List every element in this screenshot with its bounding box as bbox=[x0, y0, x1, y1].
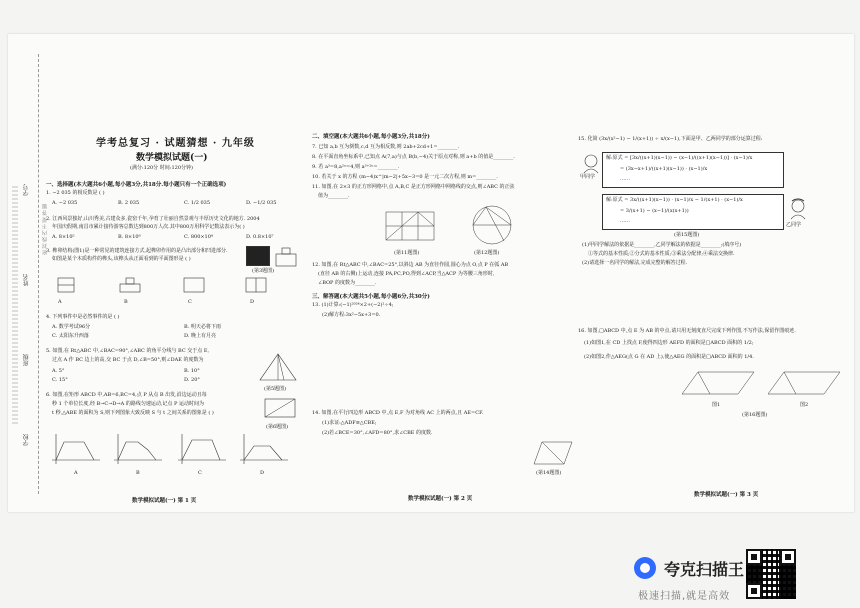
seal-text: 密 封 线 内 不 要 答 题 bbox=[42, 204, 48, 256]
scanner-app-title: 夸克扫描王 bbox=[664, 560, 745, 579]
question-9: 9. 若 a³=8,a²ⁿ=4,则 a³⁺²ⁿ=________. bbox=[312, 164, 400, 170]
question-15-choices: ①等式的基本性质;②分式的基本性质;③乘法分配律;④乘法交换律. bbox=[588, 251, 735, 257]
binding-label-class: 班级 bbox=[23, 354, 30, 366]
question-13-part-2: (2)解方程:3x²−5x+3=0. bbox=[322, 312, 381, 318]
figure-16-2 bbox=[764, 368, 844, 400]
question-15-part-1: (1)甲同学解法的依据是________,乙同学解法的依据是________;(填序号) bbox=[582, 242, 742, 248]
question-16-part-2: (2)如图2,作△AEG(点 G 在 AD 上),使△AEG 的面积是□ABCD 面积的 1/4. bbox=[584, 354, 754, 360]
q3-option-d: D bbox=[250, 299, 255, 305]
student-b-icon bbox=[788, 198, 808, 220]
q2-option-b: B. 8×10⁶ bbox=[118, 234, 141, 240]
figure-5-caption: (第5题图) bbox=[264, 386, 287, 392]
figure-11-caption: (第11题图) bbox=[394, 250, 420, 256]
question-16-part-1: (1)如图1,在 CD 上找点 F,使得四边形 AEFD 的面积是□ABCD 面积的 1/2; bbox=[584, 340, 754, 346]
q5-option-a: A. 5° bbox=[52, 368, 65, 374]
question-15-stem: 15. 化简 (3x/(x²−1) − 1/(x+1)) ÷ x/(x−1),下面是甲、乙两同学的部分运算过程: bbox=[578, 136, 763, 142]
page-2-footer: 数学模拟试题(一) 第 2 页 bbox=[408, 496, 473, 502]
figure-15-caption: (第15题图) bbox=[674, 232, 700, 238]
q6-option-graphs bbox=[48, 430, 298, 470]
student-a-label: 甲同学 bbox=[580, 174, 596, 180]
question-6-line-2: 秒 1 个单位长度,经 B→C→D→A 的路线匀速运动,记点 P 运动时间为 bbox=[52, 401, 204, 407]
binding-label-name: 姓名 bbox=[23, 274, 30, 286]
binding-label-school: 学校 bbox=[23, 434, 30, 446]
exam-meta: (满分:120分 时间:120分钟) bbox=[130, 165, 193, 171]
exam-paper bbox=[8, 34, 854, 512]
q4-option-a: A. 数学考试96分 bbox=[52, 324, 91, 330]
exam-header: 学考总复习 · 试题猜想 · 九年级 bbox=[96, 138, 255, 149]
q6-option-c: C bbox=[198, 470, 202, 476]
section-3-heading: 三、解答题(本大题共5小题,每小题6分,共30分) bbox=[312, 294, 430, 300]
section-1-heading: 一、选择题(本大题共6小题,每小题3分,共18分.每小题只有一个正确选项) bbox=[46, 182, 227, 188]
q1-option-d: D. −1/2 035 bbox=[246, 200, 277, 206]
q3-option-a: A bbox=[58, 299, 62, 305]
question-11-line-1: 11. 如图,在 2×3 的正方形网格中,点 A,B,C 是正方形网格中网格线的交点,则∠ABC 的正弦 bbox=[312, 184, 515, 190]
question-15-part-2: (2)请选择一名同学的解法,完成完整的解答过程. bbox=[582, 260, 688, 266]
question-1: 1. −2 035 的相反数是 ( ) bbox=[46, 190, 105, 196]
solution-a-line-3: …… bbox=[620, 176, 630, 182]
qr-code-icon[interactable] bbox=[746, 549, 796, 599]
question-10: 10. 若关于 x 的方程 (m−4)x^|m−2|+5x−3=0 是一元二次方程,则 m=________. bbox=[312, 174, 498, 180]
solution-a-line-2: = (3x−x+1)/((x+1)(x−1)) · (x−1)/x bbox=[620, 166, 708, 172]
question-12-line-2: (直径 AB 的右侧)上运动,连接 PA,PC,PO,得到∠ACP,当△ACP 为等腰三角形时, bbox=[318, 271, 495, 277]
solution-b-line-2: = 3/(x+1) − (x−1)/(x(x+1)) bbox=[620, 208, 689, 214]
q4-option-b: B. 明天必将下雨 bbox=[184, 324, 221, 330]
question-3-line-2: 如图是某个木质构件的榫头,该榫头从正面看到的平面图形是 ( ) bbox=[52, 256, 191, 262]
seal-line bbox=[38, 54, 39, 494]
q2-option-d: D. 0.8×10⁷ bbox=[246, 234, 274, 240]
solution-b-line-1: 解:原式 = 3x/((x+1)(x−1)) · (x−1)/x − 1/(x+1) · (x−1)/x bbox=[606, 197, 743, 203]
q6-option-a: A bbox=[74, 470, 78, 476]
binding-label-id: 学号 bbox=[23, 184, 30, 196]
q2-option-c: C. 800×10⁴ bbox=[184, 234, 213, 240]
question-12-line-1: 12. 如图,在 Rt△ABC 中,∠BAC=25°,以斜边 AB 为直径作圆,圆心为点 O,点 P 在弧 AB bbox=[312, 262, 509, 268]
question-6-line-3: t 秒,△ABE 的面积为 S,则下列图象大致反映 S 与 t 之间关系的图象是 ( ) bbox=[52, 410, 214, 416]
page-2 bbox=[312, 34, 574, 512]
figure-14-caption: (第14题图) bbox=[536, 470, 562, 476]
figure-5-triangle bbox=[258, 352, 298, 386]
question-4: 4. 下列事件中是必然事件的是 ( ) bbox=[46, 314, 120, 320]
page-3-footer: 数学模拟试题(一) 第 3 页 bbox=[694, 492, 759, 498]
figure-6-rectangle bbox=[262, 396, 300, 422]
scanner-watermark bbox=[630, 555, 855, 605]
q4-option-c: C. 太阳东升西落 bbox=[52, 333, 89, 339]
question-12-line-3: ∠BOP 的度数为________. bbox=[318, 280, 377, 286]
scanner-app-subtitle: 极速扫描,就是高效 bbox=[638, 591, 731, 602]
figure-11-grid bbox=[382, 206, 442, 246]
q3-option-shapes bbox=[54, 274, 274, 300]
question-11-line-2: 值为________. bbox=[318, 193, 350, 199]
question-2-line-2: 年国庆假期,南昌市累计接待游客总数达到800万人次.其中800万用科学记数法表示为( ) bbox=[52, 224, 245, 230]
solution-b-line-3: …… bbox=[620, 218, 630, 224]
q1-option-c: C. 1/2 035 bbox=[184, 200, 211, 206]
section-2-heading: 二、填空题(本大题共6小题,每小题3分,共18分) bbox=[312, 134, 430, 140]
question-14-line-1: 14. 如图,在平行四边形 ABCD 中,点 E,F 为对角线 AC 上的两点,且 AE=CF. bbox=[312, 410, 484, 416]
page-3 bbox=[578, 34, 848, 512]
q6-option-b: B bbox=[136, 470, 140, 476]
q4-option-d: D. 晚上有月亮 bbox=[184, 333, 217, 339]
question-14-part-2: (2)若∠BCE=30°,∠AFD=80°,求∠CBE 的度数. bbox=[322, 430, 433, 436]
exam-title: 数学模拟试题(一) bbox=[136, 153, 208, 163]
question-2-line-1: 2. 江西风景独好,山川秀美,古建众多,瓷窑千年,孕育了壮丽自然景观与丰厚历史文化的地方. 2004 bbox=[46, 216, 260, 222]
figure-16-caption: (第16题图) bbox=[742, 412, 768, 418]
figure-16-1-label: 图1 bbox=[712, 402, 721, 408]
tenon-figure bbox=[274, 246, 300, 268]
question-7: 7. 已知 a,b 互为倒数,c,d 互为相反数,则 2ab+2cd+1=________. bbox=[312, 144, 460, 150]
scanner-logo-icon bbox=[634, 557, 656, 579]
q5-option-d: D. 20° bbox=[184, 377, 200, 383]
question-14-part-1: (1)求证:△ADF≌△CBE; bbox=[322, 420, 377, 426]
figure-6-caption: (第6题图) bbox=[266, 424, 289, 430]
question-5-line-2: 过点 A 作 BC 边上的高,交 BC 于点 D,∠B=50°,则∠DAE 的度数为 bbox=[52, 357, 204, 363]
q5-option-b: B. 10° bbox=[184, 368, 200, 374]
student-b-label: 乙同学 bbox=[786, 222, 802, 228]
figure-12-circle bbox=[468, 202, 518, 248]
page-1-footer: 数学模拟试题(一) 第 1 页 bbox=[132, 498, 197, 504]
figure-16-1 bbox=[678, 368, 758, 400]
tenon-photo bbox=[246, 246, 270, 266]
binding-hatch bbox=[12, 184, 18, 424]
student-a-icon bbox=[582, 154, 600, 174]
q5-option-c: C. 15° bbox=[52, 377, 68, 383]
page-1 bbox=[46, 34, 308, 512]
q3-option-b: B bbox=[124, 299, 128, 305]
q2-option-a: A. 8×10⁵ bbox=[52, 234, 75, 240]
figure-14-parallelogram bbox=[532, 438, 576, 470]
q1-option-a: A. −2 035 bbox=[52, 200, 78, 206]
question-13-part-1: 13. (1)计算:(−1)²⁰²⁴×2+(−2)²÷4; bbox=[312, 302, 394, 308]
question-6-line-1: 6. 如图,在矩形 ABCD 中,AB=6,BC=4,点 P 从点 B 出发,沿边运动且每 bbox=[46, 392, 207, 398]
solution-a-line-1: 解:原式 = [3x/((x+1)(x−1)) − (x−1)/((x+1)(x−1))] · (x−1)/x bbox=[606, 155, 753, 161]
q1-option-b: B. 2 035 bbox=[118, 200, 140, 206]
question-3-line-1: 3. 榫卯结构(图1)是一种常见的建筑连接方式,起榫卯作用的是凸出部分和凹进部分. bbox=[46, 248, 228, 254]
q3-option-c: C bbox=[188, 299, 192, 305]
question-5-line-1: 5. 如图,在 Rt△ABC 中,∠BAC=90°,∠ABC 的角平分线与 BC 交于点 E, bbox=[46, 348, 210, 354]
question-16-stem: 16. 如图,□ABCD 中,点 E 为 AB 的中点,请只用无刻度直尺完成下列作图,不写作法,保留作图痕迹. bbox=[578, 328, 796, 334]
figure-12-caption: (第12题图) bbox=[474, 250, 500, 256]
q6-option-d: D bbox=[260, 470, 265, 476]
figure-16-2-label: 图2 bbox=[800, 402, 809, 408]
figure-3-caption: (第3题图) bbox=[252, 268, 275, 274]
question-8: 8. 在平面直角坐标系中,已知点 A(7,a)与点 B(b,−4)关于原点对称,则 a+b 的值是________. bbox=[312, 154, 515, 160]
